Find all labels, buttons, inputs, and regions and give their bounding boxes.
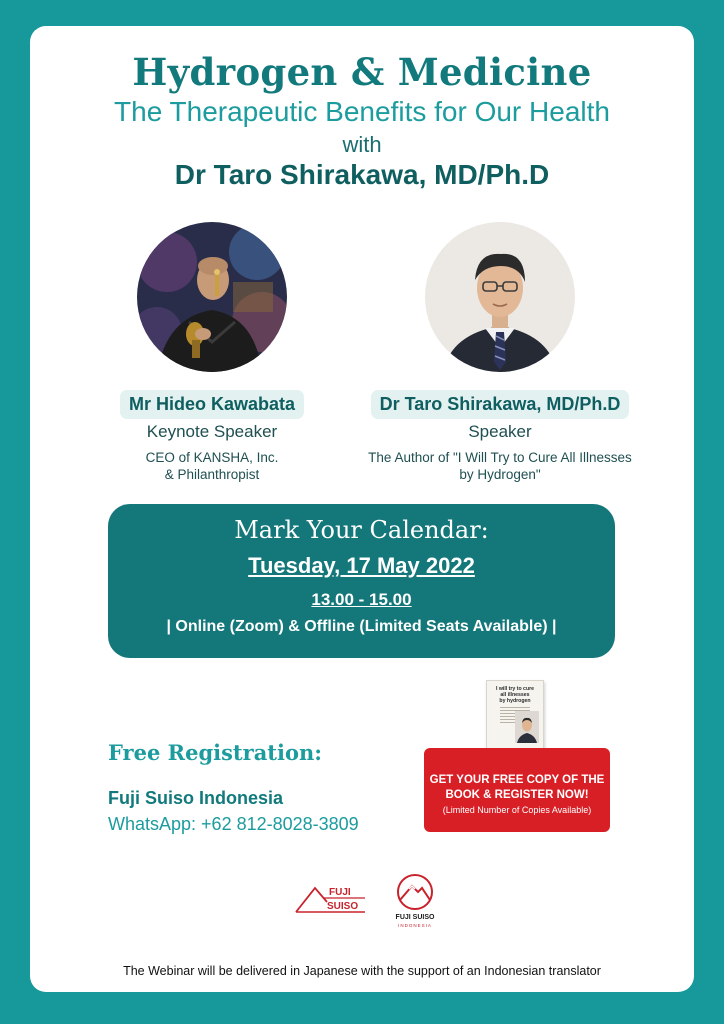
headline-speaker: Dr Taro Shirakawa, MD/Ph.D	[174, 159, 550, 190]
speaker-block-kawabata	[90, 390, 334, 483]
speaker-desc-line: The Author of "I Will Try to Cure All Illnesses	[368, 450, 632, 465]
logo-b-text-bottom: INDONESIA	[398, 923, 432, 928]
cta-note: (Limited Number of Copies Available)	[442, 805, 592, 815]
speaker-role-kawabata: Keynote Speaker	[146, 422, 278, 441]
cta-main-text	[424, 773, 610, 803]
event-date: Tuesday, 17 May 2022	[248, 553, 475, 578]
event-title: Hydrogen & Medicine	[132, 50, 592, 94]
speaker-photo-shirakawa	[425, 222, 575, 372]
speaker-desc-line: & Philanthropist	[164, 467, 260, 482]
calendar-box	[108, 504, 615, 658]
register-cta-button[interactable]	[424, 748, 610, 832]
fuji-suiso-indonesia-logo	[388, 872, 442, 930]
with-label: with	[342, 132, 382, 157]
speaker-desc-line: CEO of KANSHA, Inc.	[145, 450, 279, 465]
cta-line: BOOK & REGISTER NOW!	[445, 789, 589, 801]
logo-b-text-top: FUJI SUISO	[395, 914, 435, 921]
speaker-role-shirakawa: Speaker	[468, 422, 532, 441]
speaker-name-shirakawa: Dr Taro Shirakawa, MD/Ph.D	[371, 390, 630, 419]
logo-a-text-bottom: SUISO	[327, 901, 359, 912]
logo-a-text-top: FUJI	[329, 887, 351, 898]
book-title-line: all illnesses	[500, 692, 530, 698]
speaker-block-shirakawa	[325, 390, 675, 483]
fuji-suiso-logo	[293, 882, 367, 916]
cta-line: GET YOUR FREE COPY OF THE	[429, 774, 605, 786]
speaker-desc-kawabata	[90, 449, 334, 483]
speaker-photo-kawabata	[137, 222, 287, 372]
poster-card	[30, 26, 694, 992]
book-author-photo	[515, 711, 539, 743]
event-venue: | Online (Zoom) & Offline (Limited Seats Available) |	[166, 618, 557, 635]
registration-heading: Free Registration:	[108, 740, 323, 765]
event-time: 13.00 - 15.00	[311, 590, 412, 609]
event-subtitle: The Therapeutic Benefits for Our Health	[114, 96, 610, 127]
speaker-desc-shirakawa	[325, 449, 675, 483]
registration-whatsapp[interactable]: WhatsApp: +62 812-8028-3809	[108, 814, 359, 834]
book-title-line: by hydrogen	[499, 698, 531, 704]
book-title	[487, 686, 543, 704]
book-title-line: I will try to cure	[495, 686, 535, 692]
registration-organizer: Fuji Suiso Indonesia	[108, 788, 284, 808]
calendar-heading: Mark Your Calendar:	[234, 516, 489, 544]
footer-note: The Webinar will be delivered in Japanese with the support of an Indonesian translator	[123, 964, 601, 978]
speaker-desc-line: by Hydrogen"	[459, 467, 541, 482]
speaker-name-kawabata: Mr Hideo Kawabata	[120, 390, 304, 419]
